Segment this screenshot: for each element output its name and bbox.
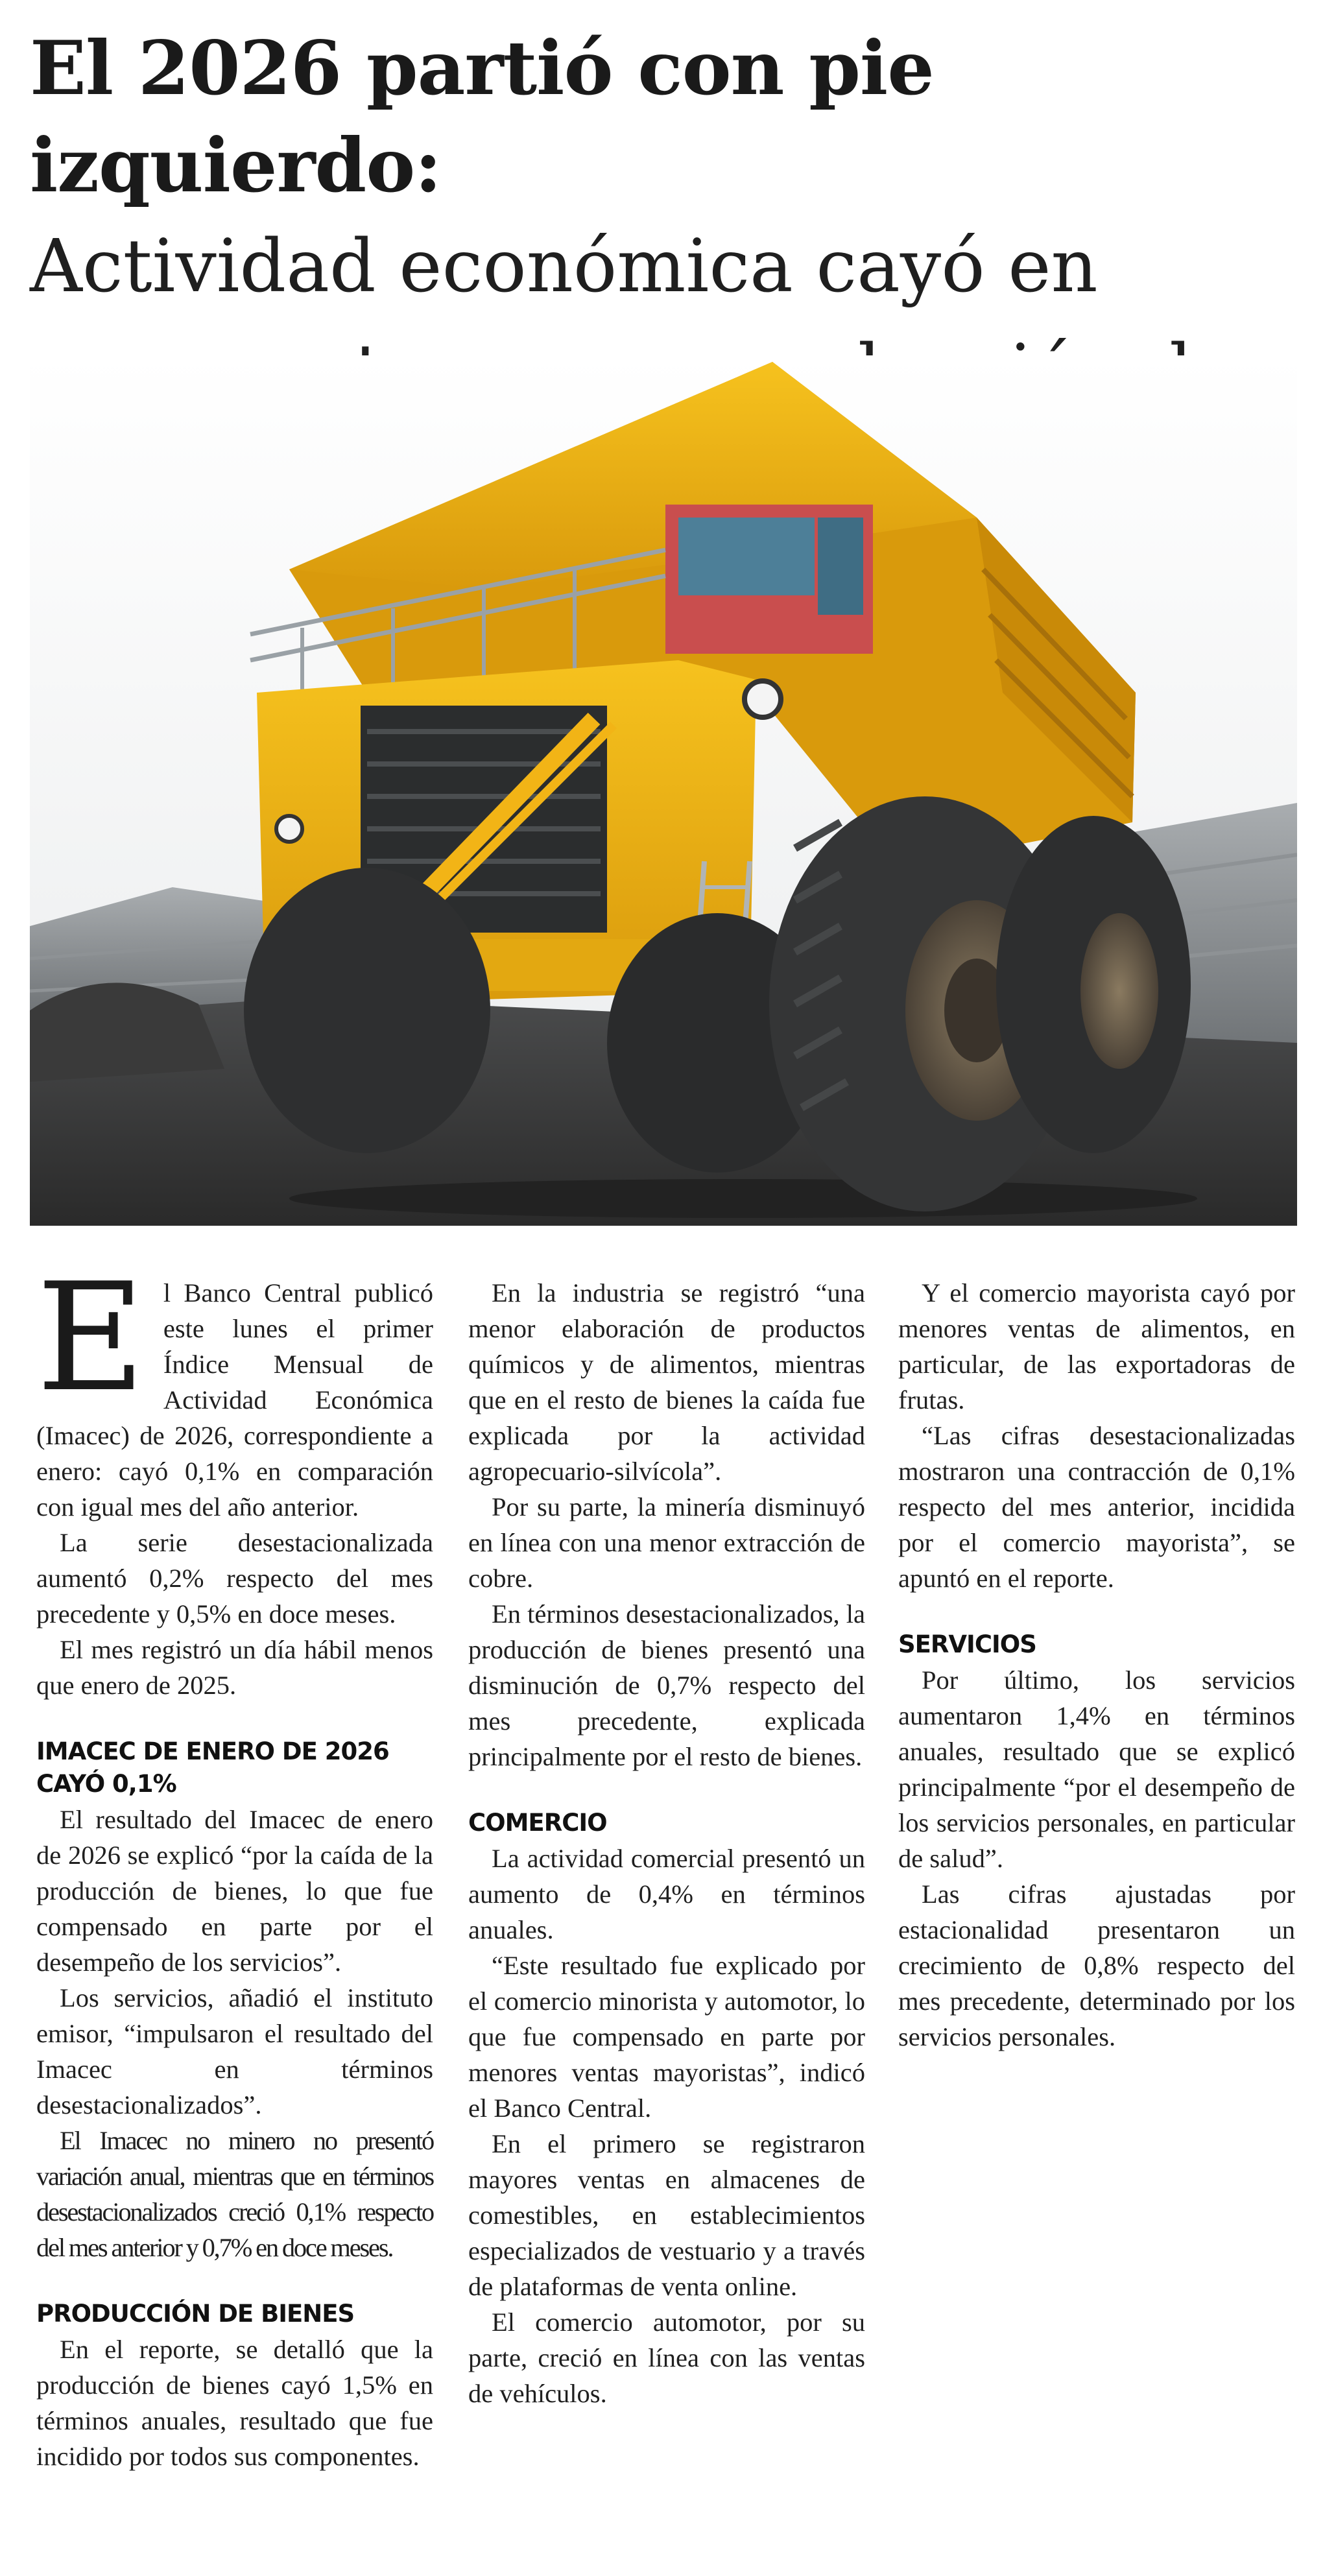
paragraph: “Las cifras desestacionalizadas mostraron una contracción de 0,1% respecto del mes anterior, incidida por el comercio mayorista”, se apuntó en el reporte.: [898, 1421, 1295, 1593]
paragraph: El mes registró un día hábil menos que enero de 2025.: [36, 1635, 433, 1700]
subheading: PRODUCCIÓN DE BIENES: [36, 2300, 355, 2328]
paragraph: “Este resultado fue explicado por el comercio minorista y automotor, lo que fue compensado en parte por menores ventas mayoristas”, indicó el Banco Central.: [468, 1951, 865, 2123]
paragraph: En términos desestacionalizados, la producción de bienes presentó una disminución de 0,7% respecto del mes precedente, explicada principalmente por el resto de bienes.: [468, 1599, 865, 1771]
paragraph: Las cifras ajustadas por estacionalidad presentaron un crecimiento de 0,8% respecto del mes precedente, determinado por los servicios personales.: [898, 1879, 1295, 2051]
paragraph: Por su parte, la minería disminuyó en línea con una menor extracción de cobre.: [468, 1492, 865, 1593]
mining-dump-truck-icon: [30, 355, 1297, 1226]
paragraph: Y el comercio mayorista cayó por menores ventas de alimentos, en particular, de las exportadoras de frutas.: [898, 1278, 1295, 1414]
headline-kicker: El 2026 partió con pie izquierdo:: [30, 25, 934, 209]
paragraph: En el reporte, se detalló que la producción de bienes cayó 1,5% en términos anuales, resultado que fue incidido por todos sus componentes.: [36, 2335, 433, 2471]
paragraph: La actividad comercial presentó un aumento de 0,4% en términos anuales.: [468, 1844, 865, 1944]
paragraph: Por último, los servicios aumentaron 1,4% en términos anuales, resultado que se explicó principalmente “por el desempeño de los servicios personales, en particular de salud”.: [898, 1665, 1295, 1873]
subheading: COMERCIO: [468, 1809, 607, 1837]
article-column-3: [898, 1275, 1295, 2055]
paragraph: En la industria se registró “una menor elaboración de productos químicos y de alimentos, mientras que en el resto de bienes la caída fue explicada por la actividad agropecuario-silvícola”.: [468, 1278, 865, 1486]
paragraph: El comercio automotor, por su parte, creció en línea con las ventas de vehículos.: [468, 2308, 865, 2408]
paragraph: En el primero se registraron mayores ventas en almacenes de comestibles, en establecimientos especializados de vestuario y a través de plataformas de venta online.: [468, 2129, 865, 2301]
headline-title: Actividad económica cayó en: [30, 224, 1098, 309]
paragraph: La serie desestacionalizada aumentó 0,2% respecto del mes precedente y 0,5% en doce meses.: [36, 1528, 433, 1628]
paragraph: El Imacec no minero no presentó variación anual, mientras que en términos desestacionalizados creció 0,1% respecto del mes anterior y 0,7% en doce meses.: [36, 2126, 433, 2262]
subheading: IMACEC DE ENERO DE 2026 CAYÓ 0,1%: [36, 1737, 389, 1798]
drop-cap: E: [36, 1252, 145, 1425]
paragraph: Los servicios, añadió el instituto emisor, “impulsaron el resultado del Imacec en términos desestacionalizados”.: [36, 1983, 433, 2119]
article-column-2: [468, 1275, 865, 2411]
paragraph: El resultado del Imacec de enero de 2026 se explicó “por la caída de la producción de bienes, lo que fue compensado en parte por el desempeño de los servicios”.: [36, 1805, 433, 1977]
article-column-1: [36, 1252, 433, 2474]
paragraph: l Banco Central publicó este lunes el primer Índice Mensual de Actividad Económica (Imacec) de 2026, correspondiente a enero: cayó 0,1% en comparación con igual mes del año anterior.: [36, 1278, 433, 1521]
mining-truck-photo: [30, 355, 1297, 1226]
subheading: SERVICIOS: [898, 1630, 1036, 1658]
